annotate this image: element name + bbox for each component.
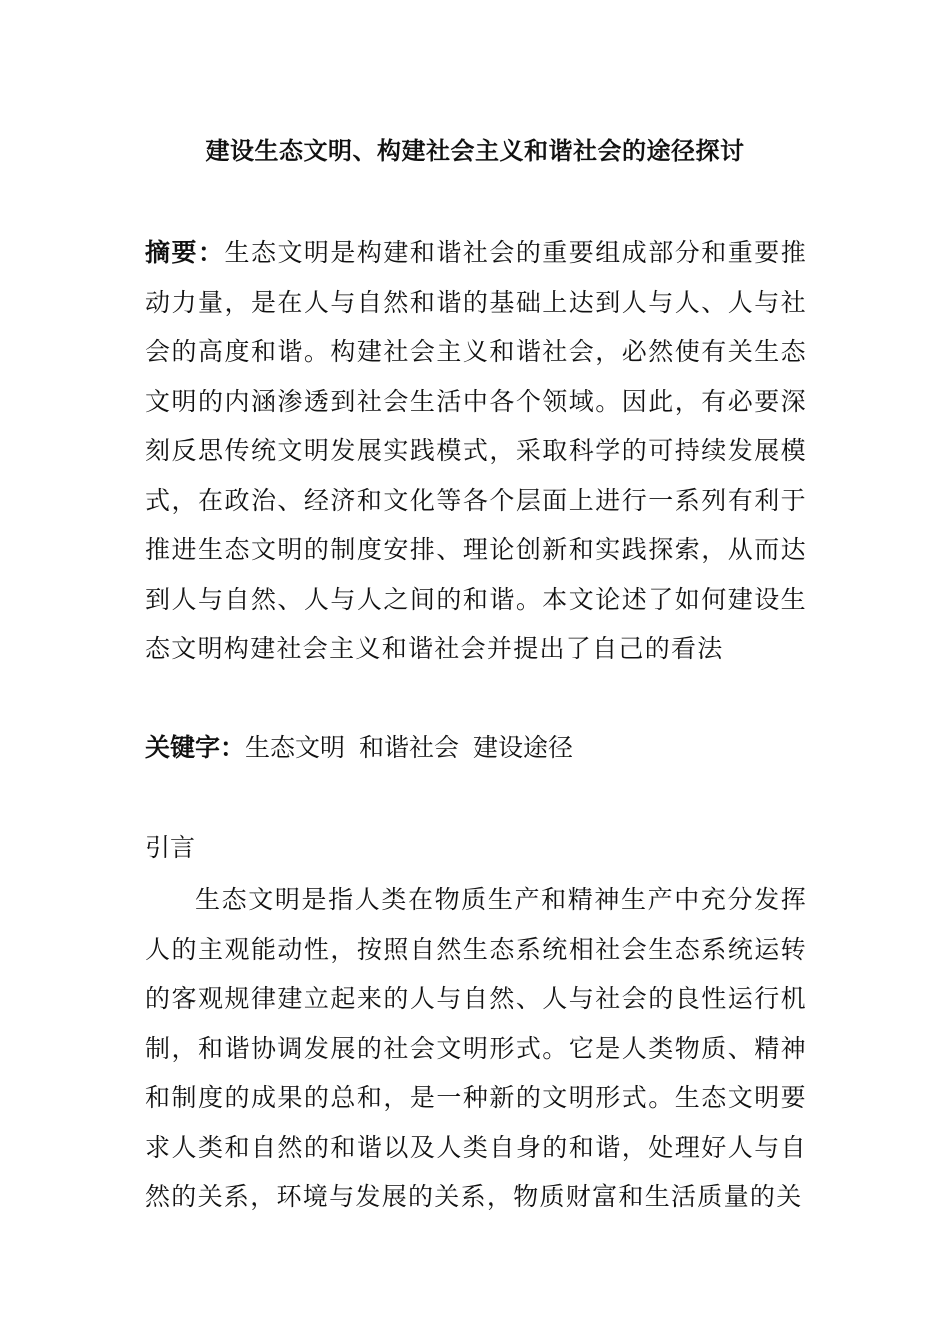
- document-title: 建设生态文明、构建社会主义和谐社会的途径探讨: [205, 136, 745, 165]
- keyword-item: 生态文明: [245, 733, 346, 762]
- abstract-label: 摘要：: [145, 238, 225, 267]
- keyword-item: 和谐社会: [359, 733, 460, 762]
- abstract-text: 生态文明是构建和谐社会的重要组成部分和重要推动力量，是在人与自然和谐的基础上达到人与人、人与社会的高度和谐。构建社会主义和谐社会，必然使有关生态文明的内涵渗透到社会生活中各个领域。因此，有必要深刻反思传统文明发展实践模式，采取科学的可持续发展模式，在政治、经济和文化等各个层面上进行一系列有利于推进生态文明的制度安排、理论创新和实践探索，从而达到人与自然、人与人之间的和谐。本文论述了如何建设生态文明构建社会主义和谐社会并提出了自己的看法: [145, 238, 807, 663]
- introduction-paragraph: 生态文明是指人类在物质生产和精神生产中充分发挥人的主观能动性，按照自然生态系统相社会生态系统运转的客观规律建立起来的人与自然、人与社会的良性运行机制，和谐协调发展的社会文明形式。它是人类物质、精神和制度的成果的总和，是一种新的文明形式。生态文明要求人类和自然的和谐以及人类自身的和谐，处理好人与自然的关系，环境与发展的关系，物质财富和生活质量的关: [145, 885, 807, 1211]
- keyword-item: 建设途径: [473, 733, 574, 762]
- abstract-paragraph: [145, 228, 807, 674]
- keywords-line: [145, 728, 807, 768]
- section-heading-introduction: 引言: [145, 833, 196, 862]
- keywords-label: 关键字：: [145, 733, 246, 762]
